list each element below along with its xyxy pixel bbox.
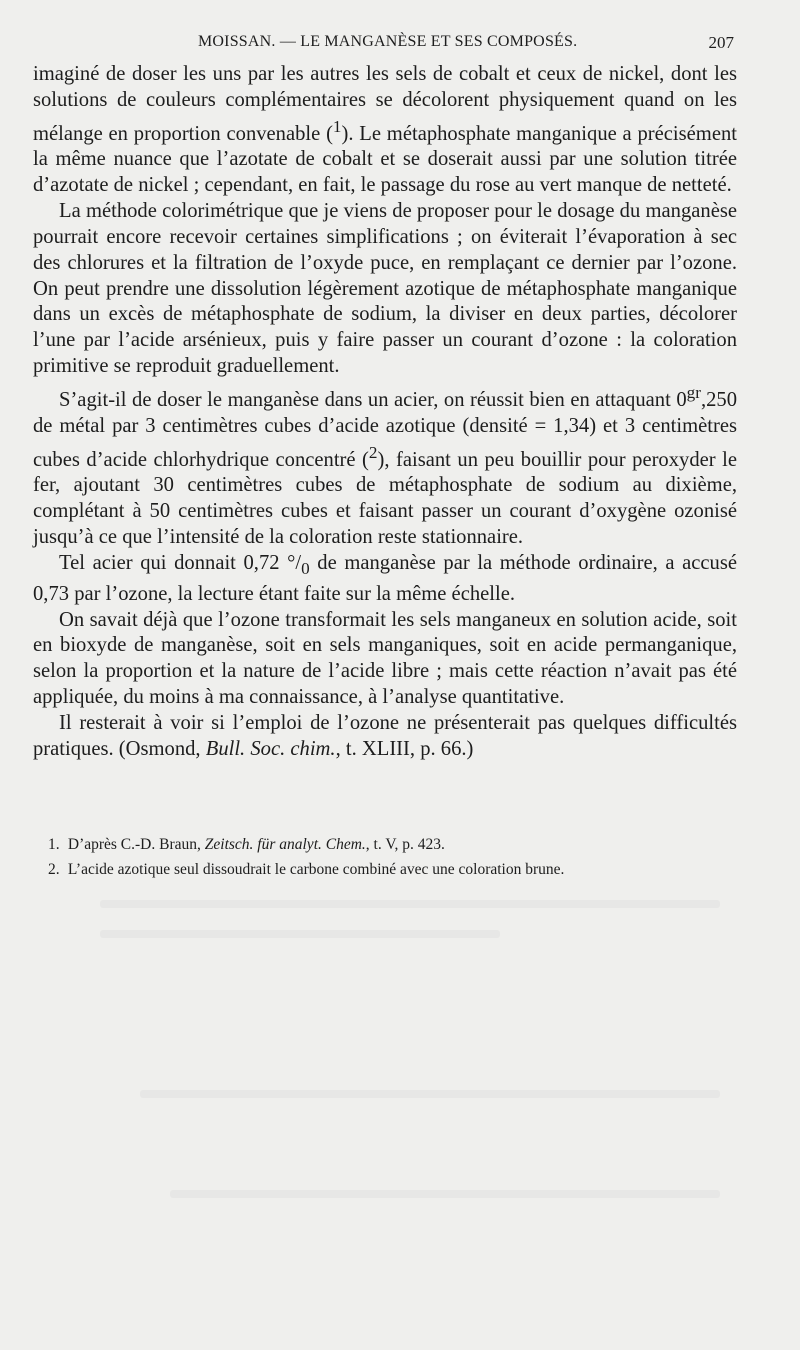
show-through-line xyxy=(100,900,720,908)
show-through-line xyxy=(100,930,500,938)
footnote-1 xyxy=(48,832,738,857)
paragraph-6: Il resterait à voir si l’emploi de l’ozone ne présenterait pas quelques difficultés pratiques. (Osmond, Bull. Soc. chim., t. XLIII, p. 66.) xyxy=(33,711,737,760)
paragraph-3: S’agit-il de doser le manganèse dans un acier, on réussit bien en attaquant $0^{gr},250$ de métal par 3 centimètres cubes d’acide azotique (densité = 1,34) et 3 centimètres cubes d’acide chlorhydrique concentré ($^2$), faisant un peu bouillir pour peroxyder le fer, ajoutant 30 centimètres cubes de métaphosphate de sodium au dixième, complétant à 50 centimètres cubes et faisant passer un courant d’oxygène ozonisé jusqu’à ce que l’intensité de la coloration reste stationnaire. xyxy=(33,382,737,548)
running-head xyxy=(198,33,734,57)
footnotes xyxy=(48,832,738,882)
paragraph-4: Tel acier qui donnait 0,72 $^\circ/_0$ de manganèse par la méthode ordinaire, a accusé 0,73 par l’ozone, la lecture étant faite sur la même échelle. xyxy=(33,551,737,605)
footnote-number: 1. xyxy=(48,836,60,853)
footnote-text: L’acide azotique seul dissoudrait le carbone combiné avec une coloration brune. xyxy=(67,861,565,878)
paragraph-2: La méthode colorimétrique que je viens de proposer pour le dosage du manganèse pourrait encore recevoir certaines simplifications ; on éviterait l’évaporation à sec des chlorures et la filtration de l’oxyde puce, en remplaçant ce dernier par l’ozone. On peut prendre une dissolution légèrement azotique de métaphosphate manganique dans un excès de métaphosphate de sodium, la diviser en deux parties, décolorer l’une par l’acide arsénieux, puis y faire passer un courant d’ozone : la coloration primitive se reproduit graduellement. xyxy=(33,200,737,378)
footnote-number: 2. xyxy=(48,861,60,878)
paragraph-5: On savait déjà que l’ozone transformait les sels manganeux en solution acide, soit en bioxyde de manganèse, soit en sels manganiques, soit en acide permanganique, selon la proportion et la nature de l’acide libre ; mais cette réaction n’avait pas été appliquée, du moins à ma connaissance, à l’analyse quantitative. xyxy=(33,608,737,709)
page-number: 207 xyxy=(708,33,734,52)
running-title: MOISSAN. — LE MANGANÈSE ET SES COMPOSÉS. xyxy=(198,33,578,50)
show-through-line xyxy=(140,1090,720,1098)
paragraph-1: imaginé de doser les uns par les autres les sels de cobalt et ceux de nickel, dont les solutions de couleurs complémentaires se décolorent physiquement quand on les mélange en proportion convenable ($^1$). Le métaphosphate manganique a précisément la même nuance que l’azotate de cobalt et se doserait aussi par une solution titrée d’azotate de nickel ; cependant, en fait, le passage du rose au vert manque de netteté. xyxy=(33,63,737,197)
footnote-2 xyxy=(48,857,738,882)
show-through-line xyxy=(170,1190,720,1198)
body-text xyxy=(33,62,737,763)
footnote-text: D’après C.-D. Braun, Zeitsch. für analyt. Chem., t. V, p. 423. xyxy=(67,836,445,853)
